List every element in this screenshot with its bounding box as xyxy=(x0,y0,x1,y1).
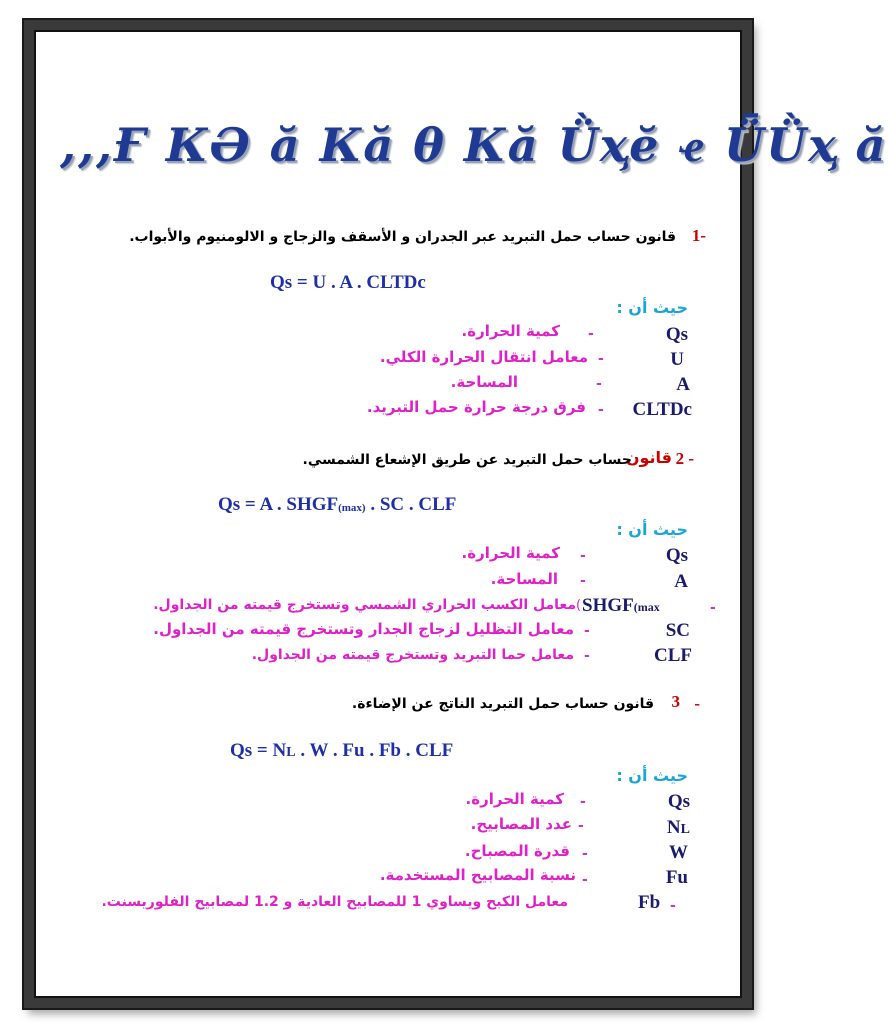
section1-heading: قانون حساب حمل التبريد عبر الجدران و الأسقف والزجاج و الالومنيوم والأبواب. xyxy=(129,229,676,245)
page-title: ,,,Ғ КӘ ӑ Кӑ θ Кӑ Ǜҳӗ ҽ ǕǛҳ ӑ xyxy=(60,118,888,172)
section2-desc-clf: معامل حما التبريد وتستخرج قيمته من الجداول. xyxy=(251,647,574,663)
section1-formula: Qs = U . A . CLTDc xyxy=(270,272,426,293)
section3-symbol-qs: Qs xyxy=(667,791,690,812)
section2-dash: - xyxy=(580,573,586,589)
section2-dash: - xyxy=(580,548,586,564)
section3-symbol-fb: Fb xyxy=(638,892,661,913)
section3-desc-fu: نسبة المصابيح المستخدمة. xyxy=(379,866,576,884)
section3-dash-red: - xyxy=(694,694,700,713)
section1-dash: - xyxy=(596,376,602,392)
section3-desc-qs: كمية الحرارة. xyxy=(465,790,564,808)
section2-dash: - xyxy=(584,623,590,639)
section1-desc-a: المساحة. xyxy=(450,373,518,391)
section2-formula-sub: (max) xyxy=(338,502,366,514)
section1-desc-qs: كمية الحرارة. xyxy=(461,322,560,340)
section3-symbol-nl-sub: L xyxy=(680,822,690,837)
section2-desc-sc: معامل التظليل لزجاج الجدار وتستخرج قيمته من الجداول. xyxy=(153,620,574,638)
section1-number: 1- xyxy=(691,226,706,245)
section2-dash: - xyxy=(710,600,716,616)
section3-symbol-nl xyxy=(667,817,690,839)
section1-desc-cltdc: فرق درجة حرارة حمل التبريد. xyxy=(366,398,586,416)
section3-dash: - xyxy=(582,846,588,862)
section2-formula-part2: . SC . CLF xyxy=(365,494,457,515)
section1-symbol-qs: Qs xyxy=(665,324,688,345)
section2-number: 2 - xyxy=(675,449,694,468)
section3-formula-part2: . W . Fu . Fb . CLF xyxy=(295,740,454,761)
section3-dash: - xyxy=(670,898,676,914)
section3-desc-fb: معامل الكبح ويساوي 1 للمصابيح العادية و 1.2 لمصابيح الفلوريسنت. xyxy=(101,894,568,910)
section3-symbol-fu: Fu xyxy=(665,867,688,888)
section2-paren: ( xyxy=(576,598,582,613)
section3-dash: - xyxy=(582,872,588,888)
section3-formula-part1: Qs = N xyxy=(230,740,287,761)
section2-symbol-shgf-main: SHGF xyxy=(582,595,634,616)
section2-symbol-shgf-sub: (max xyxy=(633,600,660,614)
section2-desc-a: المساحة. xyxy=(490,570,558,588)
section3-symbol-nl-main: N xyxy=(666,817,681,838)
section2-label: قانون xyxy=(625,448,672,467)
section1-dash: - xyxy=(588,326,594,342)
section2-desc-qs: كمية الحرارة. xyxy=(461,544,560,562)
section2-symbol-qs: Qs xyxy=(665,545,688,566)
section3-dash: - xyxy=(580,794,586,810)
section3-desc-w: قدرة المصباح. xyxy=(464,842,570,860)
section3-number: 3 xyxy=(671,692,680,711)
section3-heading: قانون حساب حمل التبريد الناتج عن الإضاءة. xyxy=(351,696,654,712)
section2-heading: حساب حمل التبريد عن طريق الإشعاع الشمسي. xyxy=(302,452,632,468)
section3-dash: - xyxy=(578,818,584,834)
section1-symbol-u: U xyxy=(670,349,684,370)
section2-symbol-sc: SC xyxy=(665,620,690,641)
section2-symbol-clf: CLF xyxy=(654,645,692,666)
section1-desc-u: معامل انتقال الحرارة الكلي. xyxy=(379,348,588,366)
section1-where: حيث أن : xyxy=(616,298,688,317)
section3-formula-sub: L xyxy=(286,745,296,760)
section3-formula xyxy=(230,740,453,762)
section3-where: حيث أن : xyxy=(616,766,688,785)
section2-formula-part1: Qs = A . SHGF xyxy=(218,494,339,515)
section2-symbol-a: A xyxy=(674,571,688,592)
section1-dash: - xyxy=(598,351,604,367)
section2-formula xyxy=(218,494,456,516)
section3-symbol-w: W xyxy=(669,842,688,863)
section2-dash: - xyxy=(584,648,590,664)
section3-desc-nl: عدد المصابيح. xyxy=(470,815,572,833)
section2-desc-shgf: معامل الكسب الحراري الشمسي وتستخرج قيمته من الجداول. xyxy=(153,597,576,613)
section2-symbol-shgf xyxy=(582,595,660,617)
section1-symbol-a: A xyxy=(676,374,690,395)
section2-where: حيث أن : xyxy=(616,520,688,539)
section1-symbol-cltdc: CLTDc xyxy=(632,399,692,420)
section1-dash: - xyxy=(598,402,604,418)
